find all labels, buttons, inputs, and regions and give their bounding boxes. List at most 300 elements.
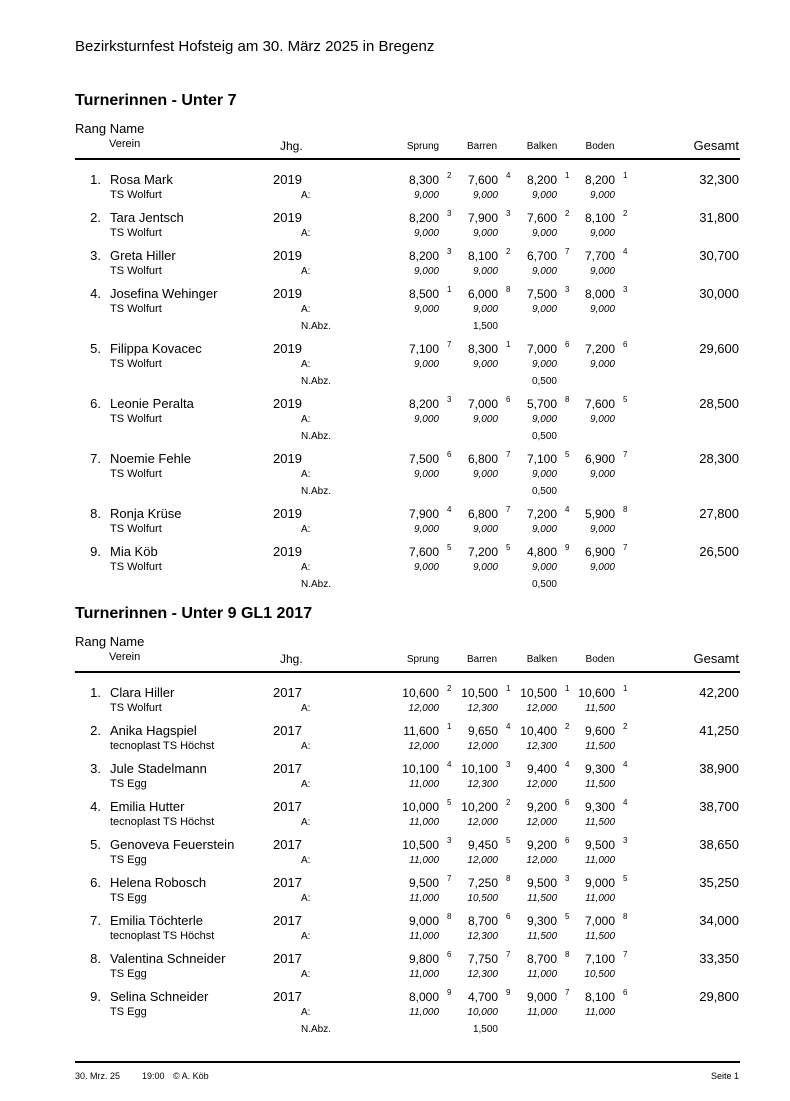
apparatus-score: 9,450: [467, 838, 498, 852]
apparatus-place: 5: [506, 836, 511, 845]
total-score: 41,250: [699, 723, 739, 738]
rank: 3.: [90, 761, 101, 776]
apparatus-a-value: 11,000: [409, 931, 439, 942]
birth-year: 2017: [273, 989, 302, 1004]
apparatus-place: 7: [565, 247, 570, 256]
apparatus-a-value: 9,000: [413, 304, 439, 315]
apparatus-score: 10,600: [578, 686, 615, 700]
apparatus-place: 6: [565, 340, 570, 349]
gymnast-name: Genoveva Feuerstein: [110, 837, 235, 852]
apparatus-place: 2: [565, 722, 570, 731]
apparatus-a-value: 11,500: [585, 817, 615, 828]
apparatus-a-value: 12,300: [467, 931, 498, 942]
apparatus-a-value: 11,000: [409, 1007, 439, 1018]
club-name: TS Egg: [110, 854, 147, 866]
apparatus-score: 5,700: [526, 397, 557, 411]
column-header-apparatus: Balken: [526, 654, 558, 665]
apparatus-a-value: 12,000: [408, 703, 439, 714]
rank: 5.: [90, 837, 101, 852]
apparatus-a-value: 11,500: [585, 931, 615, 942]
total-score: 28,300: [699, 451, 739, 466]
club-name: tecnoplast TS Höchst: [110, 740, 215, 752]
apparatus-score: 8,000: [408, 990, 439, 1004]
apparatus-score: 7,500: [526, 287, 557, 301]
column-header-apparatus: Boden: [585, 141, 615, 152]
apparatus-score: 8,200: [526, 173, 557, 187]
apparatus-score: 10,400: [520, 724, 557, 738]
apparatus-score: 11,600: [403, 724, 439, 738]
apparatus-score: 9,200: [526, 838, 557, 852]
total-score: 28,500: [699, 396, 739, 411]
club-name: TS Wolfurt: [110, 303, 162, 315]
club-name: TS Wolfurt: [110, 561, 162, 573]
apparatus-a-value: 12,000: [526, 779, 557, 790]
apparatus-a-value: 9,000: [531, 190, 557, 201]
apparatus-a-value: 12,000: [467, 741, 498, 752]
apparatus-deduction: 1,500: [472, 1024, 498, 1035]
label-nabz: N.Abz.: [301, 321, 332, 332]
rank: 2.: [90, 723, 101, 738]
total-score: 32,300: [699, 172, 739, 187]
label-nabz: N.Abz.: [301, 1024, 332, 1035]
apparatus-a-value: 9,000: [472, 414, 498, 425]
apparatus-score: 9,000: [408, 914, 439, 928]
rank: 5.: [90, 341, 101, 356]
apparatus-deduction: 0,500: [531, 579, 557, 590]
apparatus-a-value: 11,000: [409, 893, 439, 904]
birth-year: 2019: [273, 210, 302, 225]
apparatus-a-value: 9,000: [413, 359, 439, 370]
apparatus-a-value: 9,000: [531, 562, 557, 573]
apparatus-score: 7,600: [584, 397, 615, 411]
apparatus-a-value: 9,000: [472, 304, 498, 315]
apparatus-score: 6,800: [467, 507, 498, 521]
label-nabz: N.Abz.: [301, 431, 332, 442]
apparatus-score: 8,100: [584, 990, 615, 1004]
label-a: A:: [301, 969, 311, 980]
label-a: A:: [301, 817, 311, 828]
apparatus-place: 1: [565, 684, 570, 693]
apparatus-place: 5: [623, 395, 628, 404]
total-score: 31,800: [699, 210, 739, 225]
apparatus-a-value: 9,000: [413, 414, 439, 425]
column-header-gesamt: Gesamt: [693, 651, 739, 666]
apparatus-score: 9,400: [526, 762, 557, 776]
apparatus-place: 6: [447, 450, 452, 459]
apparatus-score: 9,300: [584, 762, 615, 776]
birth-year: 2017: [273, 761, 302, 776]
rank: 9.: [90, 544, 101, 559]
club-name: TS Wolfurt: [110, 468, 162, 480]
birth-year: 2017: [273, 837, 302, 852]
apparatus-place: 7: [623, 543, 628, 552]
apparatus-place: 8: [565, 395, 570, 404]
apparatus-score: 9,600: [584, 724, 615, 738]
footer-time: 19:00: [142, 1071, 165, 1081]
label-a: A:: [301, 1007, 311, 1018]
apparatus-score: 6,900: [584, 545, 615, 559]
rank: 8.: [90, 506, 101, 521]
gymnast-name: Jule Stadelmann: [110, 761, 207, 776]
apparatus-place: 5: [565, 912, 570, 921]
apparatus-place: 6: [506, 395, 511, 404]
gymnast-name: Selina Schneider: [110, 989, 209, 1004]
apparatus-a-value: 9,000: [589, 266, 615, 277]
birth-year: 2019: [273, 172, 302, 187]
apparatus-score: 9,500: [408, 876, 439, 890]
apparatus-score: 8,100: [467, 249, 498, 263]
column-header-apparatus: Balken: [526, 141, 558, 152]
rank: 6.: [90, 396, 101, 411]
total-score: 38,650: [699, 837, 739, 852]
apparatus-place: 7: [447, 874, 452, 883]
total-score: 38,900: [699, 761, 739, 776]
apparatus-place: 6: [623, 988, 628, 997]
apparatus-a-value: 9,000: [531, 228, 557, 239]
birth-year: 2019: [273, 451, 302, 466]
label-a: A:: [301, 741, 311, 752]
apparatus-place: 6: [506, 912, 511, 921]
column-header-apparatus: Boden: [585, 654, 615, 665]
result-row: [0, 451, 790, 501]
footer-divider: [75, 1061, 740, 1063]
club-name: tecnoplast TS Höchst: [110, 930, 215, 942]
apparatus-place: 3: [447, 247, 452, 256]
apparatus-place: 3: [565, 285, 570, 294]
label-a: A:: [301, 931, 311, 942]
label-a: A:: [301, 304, 311, 315]
club-name: TS Wolfurt: [110, 358, 162, 370]
apparatus-place: 2: [623, 209, 628, 218]
apparatus-a-value: 9,000: [472, 266, 498, 277]
apparatus-place: 5: [565, 450, 570, 459]
apparatus-a-value: 11,000: [409, 969, 439, 980]
club-name: tecnoplast TS Höchst: [110, 816, 215, 828]
column-header-rang-name: Rang Name: [75, 634, 145, 649]
apparatus-a-value: 12,000: [408, 741, 439, 752]
apparatus-score: 4,700: [467, 990, 498, 1004]
apparatus-deduction: 0,500: [531, 376, 557, 387]
result-row: [0, 544, 790, 594]
apparatus-a-value: 11,500: [527, 931, 557, 942]
apparatus-place: 6: [565, 798, 570, 807]
apparatus-a-value: 11,000: [409, 855, 439, 866]
apparatus-a-value: 9,000: [413, 228, 439, 239]
birth-year: 2019: [273, 341, 302, 356]
total-score: 30,700: [699, 248, 739, 263]
apparatus-deduction: 0,500: [531, 486, 557, 497]
apparatus-place: 3: [447, 209, 452, 218]
apparatus-place: 1: [623, 171, 628, 180]
apparatus-place: 2: [623, 722, 628, 731]
page-header: Bezirksturnfest Hofsteig am 30. März 2025 in Bregenz: [75, 38, 435, 55]
apparatus-place: 7: [565, 988, 570, 997]
apparatus-score: 5,900: [584, 507, 615, 521]
apparatus-a-value: 9,000: [413, 524, 439, 535]
result-row: [0, 341, 790, 391]
rank: 1.: [90, 172, 101, 187]
apparatus-score: 9,500: [526, 876, 557, 890]
apparatus-a-value: 10,500: [467, 893, 498, 904]
apparatus-score: 10,500: [520, 686, 557, 700]
apparatus-place: 8: [506, 874, 511, 883]
apparatus-place: 6: [565, 836, 570, 845]
apparatus-a-value: 9,000: [589, 469, 615, 480]
apparatus-place: 2: [447, 171, 452, 180]
apparatus-place: 2: [565, 209, 570, 218]
apparatus-a-value: 11,000: [409, 817, 439, 828]
apparatus-score: 6,700: [526, 249, 557, 263]
gymnast-name: Emilia Töchterle: [110, 913, 203, 928]
apparatus-a-value: 12,000: [467, 855, 498, 866]
gymnast-name: Greta Hiller: [110, 248, 176, 263]
apparatus-a-value: 9,000: [589, 562, 615, 573]
gymnast-name: Clara Hiller: [110, 685, 175, 700]
apparatus-a-value: 12,300: [526, 741, 557, 752]
apparatus-a-value: 9,000: [413, 190, 439, 201]
column-header-jhg: Jhg.: [280, 652, 303, 666]
apparatus-place: 1: [623, 684, 628, 693]
apparatus-score: 7,900: [467, 211, 498, 225]
apparatus-score: 8,300: [408, 173, 439, 187]
club-name: TS Wolfurt: [110, 189, 162, 201]
label-a: A:: [301, 228, 311, 239]
apparatus-place: 1: [565, 171, 570, 180]
apparatus-score: 9,800: [408, 952, 439, 966]
apparatus-a-value: 11,500: [527, 893, 557, 904]
apparatus-score: 9,300: [584, 800, 615, 814]
footer-page-number: Seite 1: [710, 1071, 739, 1081]
birth-year: 2017: [273, 913, 302, 928]
rank: 7.: [90, 451, 101, 466]
rank: 7.: [90, 913, 101, 928]
apparatus-a-value: 9,000: [531, 414, 557, 425]
apparatus-place: 4: [506, 171, 511, 180]
apparatus-score: 6,900: [584, 452, 615, 466]
total-score: 34,000: [699, 913, 739, 928]
apparatus-place: 7: [623, 450, 628, 459]
total-score: 29,600: [699, 341, 739, 356]
club-name: TS Egg: [110, 968, 147, 980]
apparatus-a-value: 9,000: [472, 524, 498, 535]
apparatus-place: 3: [447, 395, 452, 404]
apparatus-place: 4: [623, 760, 628, 769]
result-row: [0, 989, 790, 1039]
apparatus-a-value: 11,000: [527, 969, 557, 980]
label-nabz: N.Abz.: [301, 486, 332, 497]
apparatus-score: 7,200: [526, 507, 557, 521]
birth-year: 2017: [273, 723, 302, 738]
gymnast-name: Mia Köb: [110, 544, 158, 559]
apparatus-a-value: 9,000: [472, 228, 498, 239]
column-header-apparatus: Barren: [466, 141, 497, 152]
apparatus-a-value: 9,000: [589, 414, 615, 425]
label-a: A:: [301, 893, 311, 904]
apparatus-score: 9,000: [526, 990, 557, 1004]
apparatus-score: 10,500: [402, 838, 439, 852]
label-nabz: N.Abz.: [301, 579, 332, 590]
apparatus-a-value: 12,000: [467, 817, 498, 828]
header-divider: [75, 158, 740, 160]
apparatus-place: 1: [447, 722, 452, 731]
apparatus-score: 7,250: [467, 876, 498, 890]
apparatus-a-value: 9,000: [413, 469, 439, 480]
club-name: TS Wolfurt: [110, 413, 162, 425]
apparatus-score: 7,700: [584, 249, 615, 263]
apparatus-score: 7,000: [584, 914, 615, 928]
label-a: A:: [301, 266, 311, 277]
apparatus-a-value: 11,500: [585, 741, 615, 752]
column-header-gesamt: Gesamt: [693, 138, 739, 153]
apparatus-score: 7,600: [408, 545, 439, 559]
apparatus-a-value: 12,000: [526, 855, 557, 866]
column-header-verein: Verein: [109, 651, 141, 663]
apparatus-score: 10,000: [402, 800, 439, 814]
apparatus-score: 8,200: [408, 249, 439, 263]
label-a: A:: [301, 359, 311, 370]
apparatus-score: 9,500: [584, 838, 615, 852]
footer-date: 30. Mrz. 25: [75, 1071, 121, 1081]
apparatus-place: 8: [447, 912, 452, 921]
apparatus-score: 10,100: [402, 762, 439, 776]
gymnast-name: Leonie Peralta: [110, 396, 194, 411]
apparatus-place: 1: [447, 285, 452, 294]
apparatus-a-value: 11,500: [585, 703, 615, 714]
apparatus-place: 4: [623, 247, 628, 256]
gymnast-name: Valentina Schneider: [110, 951, 226, 966]
birth-year: 2017: [273, 685, 302, 700]
apparatus-a-value: 12,300: [467, 969, 498, 980]
apparatus-score: 7,100: [526, 452, 557, 466]
apparatus-place: 1: [506, 684, 511, 693]
apparatus-a-value: 9,000: [589, 359, 615, 370]
apparatus-place: 6: [623, 340, 628, 349]
apparatus-place: 3: [623, 836, 628, 845]
apparatus-place: 8: [565, 950, 570, 959]
total-score: 29,800: [699, 989, 739, 1004]
apparatus-a-value: 9,000: [472, 190, 498, 201]
header-divider: [75, 671, 740, 673]
apparatus-a-value: 9,000: [531, 359, 557, 370]
apparatus-score: 6,000: [467, 287, 498, 301]
apparatus-score: 8,500: [408, 287, 439, 301]
apparatus-place: 3: [447, 836, 452, 845]
apparatus-place: 7: [506, 505, 511, 514]
apparatus-place: 3: [506, 209, 511, 218]
apparatus-a-value: 12,300: [467, 703, 498, 714]
result-row: [0, 286, 790, 336]
apparatus-a-value: 9,000: [531, 524, 557, 535]
apparatus-score: 9,650: [467, 724, 498, 738]
birth-year: 2017: [273, 875, 302, 890]
apparatus-place: 8: [506, 285, 511, 294]
total-score: 42,200: [699, 685, 739, 700]
label-a: A:: [301, 703, 311, 714]
apparatus-place: 8: [623, 505, 628, 514]
apparatus-score: 10,100: [461, 762, 498, 776]
apparatus-score: 8,200: [408, 397, 439, 411]
total-score: 35,250: [699, 875, 739, 890]
apparatus-place: 5: [623, 874, 628, 883]
apparatus-place: 2: [506, 247, 511, 256]
apparatus-a-value: 9,000: [472, 469, 498, 480]
apparatus-score: 7,750: [467, 952, 498, 966]
total-score: 38,700: [699, 799, 739, 814]
label-a: A:: [301, 469, 311, 480]
gymnast-name: Rosa Mark: [110, 172, 173, 187]
apparatus-score: 8,200: [408, 211, 439, 225]
apparatus-a-value: 9,000: [531, 266, 557, 277]
apparatus-score: 8,300: [467, 342, 498, 356]
apparatus-score: 9,300: [526, 914, 557, 928]
section-title: Turnerinnen - Unter 7: [75, 92, 237, 109]
apparatus-score: 8,200: [584, 173, 615, 187]
apparatus-score: 8,100: [584, 211, 615, 225]
club-name: TS Wolfurt: [110, 265, 162, 277]
rank: 1.: [90, 685, 101, 700]
birth-year: 2019: [273, 506, 302, 521]
apparatus-place: 4: [623, 798, 628, 807]
apparatus-score: 7,100: [584, 952, 615, 966]
apparatus-score: 9,200: [526, 800, 557, 814]
apparatus-score: 8,700: [526, 952, 557, 966]
apparatus-score: 7,100: [408, 342, 439, 356]
column-header-apparatus: Sprung: [406, 141, 440, 152]
apparatus-place: 5: [447, 543, 452, 552]
rank: 9.: [90, 989, 101, 1004]
apparatus-deduction: 1,500: [472, 321, 498, 332]
apparatus-deduction: 0,500: [531, 431, 557, 442]
rank: 6.: [90, 875, 101, 890]
gymnast-name: Emilia Hutter: [110, 799, 185, 814]
apparatus-a-value: 9,000: [413, 266, 439, 277]
apparatus-place: 7: [506, 950, 511, 959]
apparatus-a-value: 10,500: [584, 969, 615, 980]
apparatus-place: 3: [506, 760, 511, 769]
apparatus-place: 9: [506, 988, 511, 997]
birth-year: 2019: [273, 396, 302, 411]
gymnast-name: Helena Robosch: [110, 875, 207, 890]
club-name: TS Wolfurt: [110, 523, 162, 535]
apparatus-place: 4: [447, 760, 452, 769]
apparatus-a-value: 9,000: [589, 190, 615, 201]
apparatus-place: 4: [506, 722, 511, 731]
column-header-verein: Verein: [109, 138, 141, 150]
apparatus-score: 7,600: [526, 211, 557, 225]
club-name: TS Egg: [110, 1006, 147, 1018]
apparatus-place: 7: [506, 450, 511, 459]
gymnast-name: Noemie Fehle: [110, 451, 191, 466]
apparatus-place: 4: [447, 505, 452, 514]
apparatus-place: 8: [623, 912, 628, 921]
apparatus-a-value: 12,000: [526, 817, 557, 828]
birth-year: 2019: [273, 286, 302, 301]
apparatus-place: 2: [506, 798, 511, 807]
total-score: 26,500: [699, 544, 739, 559]
apparatus-place: 2: [447, 684, 452, 693]
birth-year: 2017: [273, 799, 302, 814]
club-name: TS Wolfurt: [110, 702, 162, 714]
label-nabz: N.Abz.: [301, 376, 332, 387]
gymnast-name: Filippa Kovacec: [110, 341, 202, 356]
total-score: 33,350: [699, 951, 739, 966]
total-score: 27,800: [699, 506, 739, 521]
label-a: A:: [301, 855, 311, 866]
apparatus-score: 7,600: [467, 173, 498, 187]
apparatus-score: 7,000: [467, 397, 498, 411]
apparatus-place: 7: [447, 340, 452, 349]
club-name: TS Egg: [110, 778, 147, 790]
